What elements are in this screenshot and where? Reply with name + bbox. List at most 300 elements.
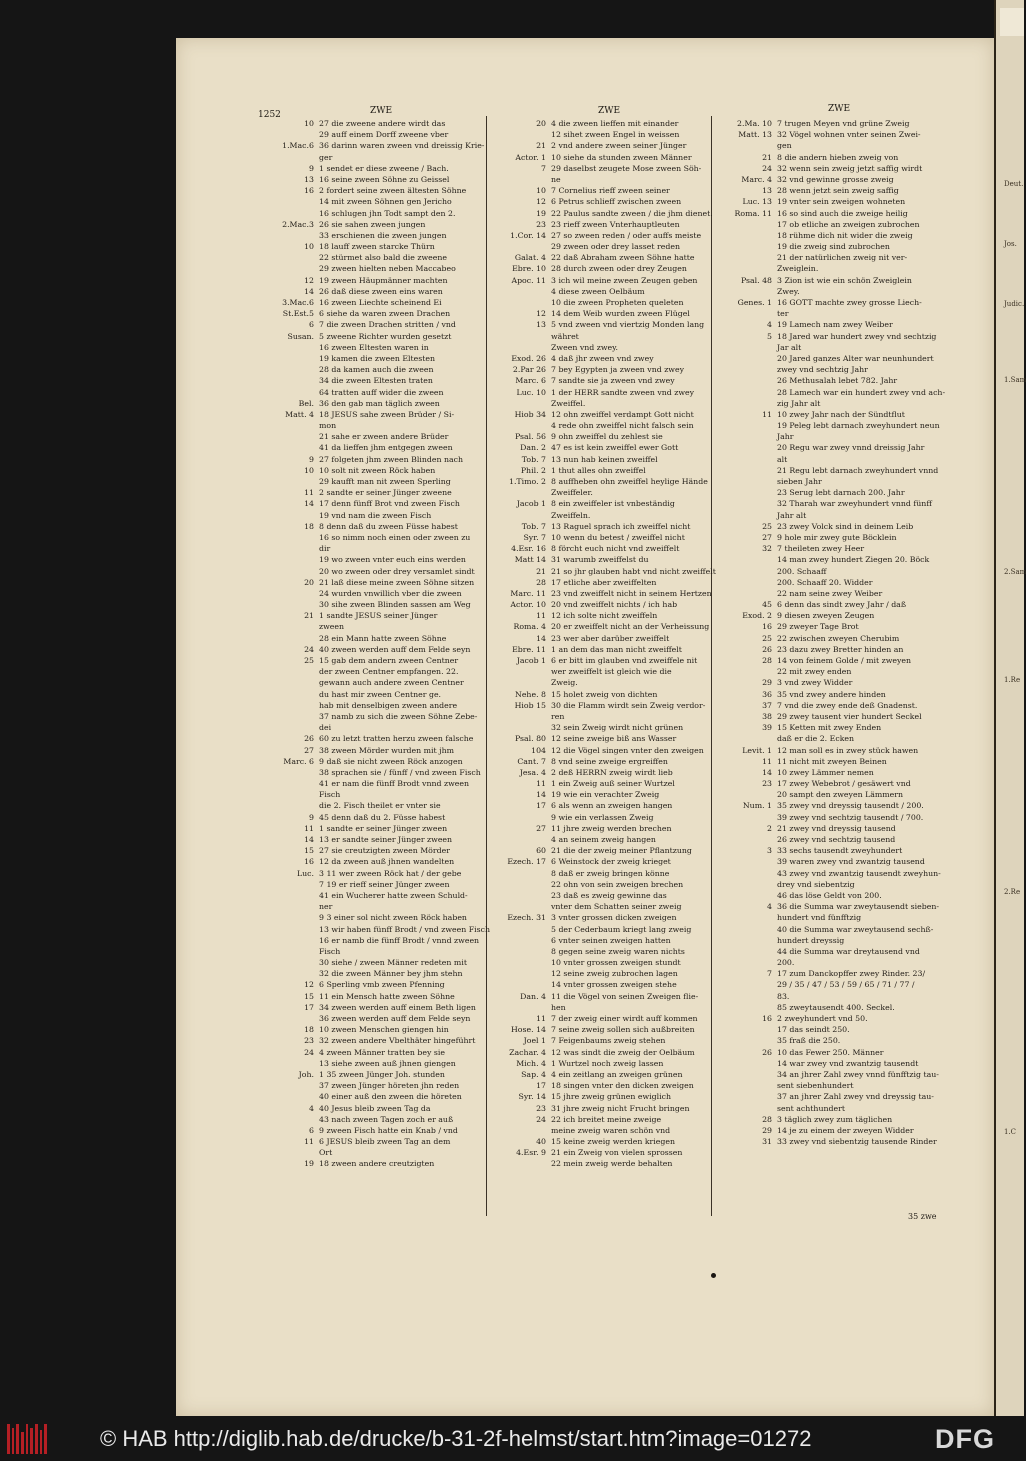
bible-reference: Hose. 14 bbox=[511, 1025, 546, 1035]
bible-reference bbox=[488, 924, 548, 935]
concordance-entry bbox=[714, 845, 946, 856]
bible-reference: 38 bbox=[762, 711, 772, 721]
bible-reference: 6 bbox=[309, 1125, 314, 1135]
bible-reference bbox=[714, 1069, 774, 1080]
concordance-entry bbox=[714, 812, 946, 823]
entry-text: 28 durch zween oder drey Zeugen bbox=[551, 264, 687, 274]
concordance-entry bbox=[256, 431, 486, 442]
concordance-entry bbox=[488, 800, 712, 811]
entry-text: 16 so nimm noch einen oder zween zu bbox=[319, 532, 471, 542]
entry-text: 10 zween Menschen giengen hin bbox=[319, 1025, 449, 1035]
bible-reference bbox=[256, 711, 316, 722]
entry-text: Jahr alt bbox=[777, 510, 807, 520]
bible-reference: 12 bbox=[536, 309, 546, 319]
entry-text: 21 der natürlichen zweig nit ver- bbox=[777, 253, 908, 263]
concordance-entry bbox=[488, 1024, 712, 1035]
concordance-entry bbox=[714, 230, 946, 241]
concordance-entry bbox=[256, 331, 486, 342]
entry-text: 9 ohn zweiffel du zehlest sie bbox=[551, 432, 663, 442]
entry-text: hundert vnd fünfftzig bbox=[777, 913, 862, 923]
entry-text: 27 die zweene andere wirdt das bbox=[319, 119, 446, 128]
concordance-entry bbox=[256, 230, 486, 241]
concordance-entry bbox=[488, 1058, 712, 1069]
bible-reference bbox=[256, 588, 316, 599]
entry-text: 16 zween Liechte scheinend Ei bbox=[319, 298, 442, 307]
bible-reference bbox=[714, 454, 774, 465]
entry-text: 20 er zweiffelt nicht an der Verheissung bbox=[551, 622, 710, 632]
entry-text: 21 ein Zweig von vielen sprossen bbox=[551, 1148, 683, 1158]
bible-reference bbox=[256, 633, 316, 644]
bible-reference bbox=[714, 1103, 774, 1114]
entry-text: Zweiffeln. bbox=[551, 510, 591, 520]
bible-reference: 11 bbox=[536, 779, 546, 789]
concordance-entry bbox=[256, 633, 486, 644]
entry-text: 15 jhre zweig grünen ewiglich bbox=[551, 1092, 672, 1102]
entry-text: 29 zween hielten neben Maccabeo bbox=[319, 264, 456, 274]
bible-reference bbox=[714, 375, 774, 386]
entry-text: 31 warumb zweiffelst du bbox=[551, 555, 649, 565]
entry-text: 32 Tharah war zweyhundert vnnd fünff bbox=[777, 499, 932, 509]
concordance-entry bbox=[714, 275, 946, 286]
bible-reference bbox=[714, 946, 774, 957]
source-url-link[interactable]: © HAB http://diglib.hab.de/drucke/b-31-2f-helmst/start.htm?image=01272 bbox=[100, 1426, 812, 1451]
bible-reference bbox=[488, 297, 548, 308]
bible-reference: 10 bbox=[304, 242, 314, 252]
entry-text: 22 Paulus sandte zween / die jhm dienet. bbox=[551, 208, 713, 218]
bible-reference: Jacob 1 bbox=[516, 499, 546, 509]
concordance-entry bbox=[714, 331, 946, 342]
concordance-entry bbox=[488, 487, 712, 498]
entry-text: 19 wo zween vnter euch eins werden bbox=[319, 555, 466, 565]
entry-text: 33 zwey vnd siebentzig tausende Rinder bbox=[777, 1137, 937, 1147]
concordance-entry bbox=[256, 152, 486, 163]
entry-text: 22 zwischen zweyen Cherubim bbox=[777, 633, 900, 643]
concordance-entry bbox=[488, 275, 712, 286]
concordance-entry bbox=[256, 845, 486, 856]
dfg-logo: DFG bbox=[935, 1424, 995, 1454]
concordance-entry bbox=[488, 1002, 712, 1013]
column-header: ZWE bbox=[370, 106, 393, 116]
entry-text: 7 trugen Meyen vnd grüne Zweig bbox=[777, 119, 910, 128]
entry-text: 3 ich wil meine zween Zeugen geben bbox=[551, 275, 698, 285]
bible-reference bbox=[714, 789, 774, 800]
concordance-entry bbox=[714, 1024, 946, 1035]
concordance-entry bbox=[256, 118, 486, 129]
entry-text: 4 rede ohn zweiffel nicht falsch sein bbox=[551, 421, 694, 431]
concordance-entry bbox=[256, 275, 486, 286]
bible-reference bbox=[714, 588, 774, 599]
concordance-entry bbox=[488, 342, 712, 353]
concordance-entry bbox=[714, 935, 946, 946]
bible-reference: Syr. 7 bbox=[523, 532, 546, 542]
bible-reference: 4.Esr. 9 bbox=[516, 1148, 546, 1158]
concordance-entry bbox=[256, 241, 486, 252]
bible-reference bbox=[256, 152, 316, 163]
entry-text: 11 ein Mensch hatte zween Söhne bbox=[319, 991, 455, 1001]
concordance-entry bbox=[256, 834, 486, 845]
entry-text: 1 Wurtzel noch zweig lassen bbox=[551, 1058, 664, 1068]
concordance-entry bbox=[488, 498, 712, 509]
concordance-entry bbox=[488, 263, 712, 274]
concordance-entry bbox=[488, 666, 712, 677]
entry-text: hab mit denselbigen zween andere bbox=[319, 700, 458, 710]
entry-text: 18 rühme dich nit wider die zweig bbox=[777, 230, 913, 240]
bible-reference bbox=[488, 666, 548, 677]
concordance-entry bbox=[488, 442, 712, 453]
entry-text: 11 die Vögel von seinen Zweigen flie- bbox=[551, 991, 699, 1001]
concordance-entry bbox=[714, 1136, 946, 1147]
concordance-entry bbox=[256, 465, 486, 476]
bible-reference: 16 bbox=[304, 857, 314, 867]
entry-text: 16 GOTT machte zwey grosse Liech- bbox=[777, 298, 922, 307]
entry-text: ter bbox=[777, 309, 789, 319]
concordance-entry bbox=[714, 476, 946, 487]
bible-reference bbox=[714, 510, 774, 521]
concordance-entry bbox=[714, 722, 946, 733]
entry-text: 11 nicht mit zweyen Beinen bbox=[777, 756, 887, 766]
concordance-entry bbox=[714, 901, 946, 912]
concordance-entry bbox=[488, 174, 712, 185]
concordance-entry bbox=[488, 935, 712, 946]
bible-reference bbox=[256, 442, 316, 453]
entry-text: 26 daß diese zween eins waren bbox=[319, 286, 443, 296]
column-rule bbox=[486, 116, 487, 1216]
concordance-entry bbox=[256, 968, 486, 979]
entry-text: 35 vnd zwey andere hinden bbox=[777, 689, 886, 699]
page-mark-dot bbox=[711, 1273, 716, 1278]
edge-word: Judic. bbox=[1004, 300, 1025, 308]
bible-reference bbox=[714, 252, 774, 263]
bible-reference bbox=[488, 879, 548, 890]
bible-reference bbox=[488, 979, 548, 990]
concordance-entry bbox=[714, 979, 946, 990]
entry-text: 12 ohn zweiffel verdampt Gott nicht bbox=[551, 409, 694, 419]
entry-text: 17 denn fünff Brot vnd zween Fisch bbox=[319, 499, 460, 509]
entry-text: 13 wir haben fünff Brodt / vnd zween Fisch bbox=[319, 924, 491, 934]
bible-reference: 23 bbox=[536, 1103, 546, 1113]
entry-text: 3 vnter grossen dicken zweigen bbox=[551, 913, 677, 923]
bible-reference bbox=[488, 834, 548, 845]
concordance-entry bbox=[714, 1069, 946, 1080]
bible-reference: 17 bbox=[536, 1081, 546, 1091]
bible-reference: Roma. 4 bbox=[513, 622, 546, 632]
entry-text: 23 rieff zween Vnterhauptleuten bbox=[551, 219, 680, 229]
bible-reference: 4 bbox=[309, 1103, 314, 1113]
entry-text: 7 theileten zwey Heer bbox=[777, 544, 865, 554]
bible-reference bbox=[714, 856, 774, 867]
concordance-entry bbox=[714, 868, 946, 879]
bible-reference: 28 bbox=[762, 1114, 772, 1124]
concordance-entry bbox=[488, 1125, 712, 1136]
concordance-entry bbox=[488, 454, 712, 465]
bible-reference bbox=[256, 890, 316, 901]
concordance-entry bbox=[256, 924, 491, 935]
entry-text: 2 vnd andere zween seiner Jünger bbox=[551, 141, 687, 151]
bible-reference: 15 bbox=[304, 991, 314, 1001]
concordance-column-2 bbox=[488, 118, 716, 1216]
concordance-entry bbox=[488, 1069, 712, 1080]
concordance-entry bbox=[488, 733, 712, 744]
bible-reference: 21 bbox=[762, 152, 772, 162]
entry-text: 46 das löse Geldt von 200. bbox=[777, 890, 882, 900]
concordance-entry bbox=[488, 991, 712, 1002]
concordance-entry bbox=[714, 174, 946, 185]
bible-reference bbox=[488, 1125, 548, 1136]
bible-reference bbox=[256, 666, 316, 677]
concordance-entry bbox=[714, 610, 946, 621]
concordance-entry bbox=[256, 140, 486, 151]
concordance-entry bbox=[488, 588, 712, 599]
entry-text: Zwey. bbox=[777, 286, 800, 296]
concordance-entry bbox=[488, 476, 712, 487]
concordance-entry bbox=[714, 521, 946, 532]
bible-reference bbox=[256, 263, 316, 274]
bible-reference bbox=[256, 599, 316, 610]
bible-reference bbox=[488, 968, 548, 979]
concordance-entry bbox=[256, 1069, 486, 1080]
concordance-entry bbox=[256, 1058, 486, 1069]
bible-reference bbox=[714, 487, 774, 498]
edge-word: 2.Sam bbox=[1004, 568, 1026, 576]
bible-reference bbox=[256, 879, 316, 890]
concordance-entry bbox=[714, 442, 946, 453]
entry-text: 14 man zwey hundert Ziegen 20. Böck bbox=[777, 555, 930, 565]
bible-reference bbox=[714, 465, 774, 476]
entry-text: 38 sprachen sie / fünff / vnd zween Fisch bbox=[319, 767, 481, 777]
concordance-entry bbox=[256, 532, 486, 543]
concordance-entry bbox=[256, 655, 486, 666]
bible-reference: 37 bbox=[762, 700, 772, 710]
concordance-entry bbox=[488, 912, 712, 923]
concordance-entry bbox=[488, 946, 712, 957]
concordance-entry bbox=[714, 342, 946, 353]
bible-reference: 24 bbox=[762, 163, 772, 173]
bible-reference bbox=[714, 666, 774, 677]
bible-reference: Susan. bbox=[287, 331, 314, 341]
concordance-entry bbox=[714, 655, 946, 666]
entry-text: 19 Peleg lebt darnach zweyhundert neun bbox=[777, 421, 940, 431]
bible-reference: 14 bbox=[536, 633, 546, 643]
concordance-entry bbox=[714, 957, 946, 968]
entry-text: 21 Regu lebt darnach zweyhundert vnnd bbox=[777, 465, 939, 475]
concordance-entry bbox=[488, 1047, 712, 1058]
bible-reference: 10 bbox=[304, 465, 314, 475]
entry-text: alt bbox=[777, 454, 788, 464]
edge-word: Jos. bbox=[1004, 240, 1017, 248]
entry-text: hen bbox=[551, 1002, 566, 1012]
concordance-entry bbox=[714, 510, 946, 521]
concordance-entry bbox=[256, 1047, 486, 1058]
bible-reference: Marc. 6 bbox=[515, 376, 546, 386]
entry-text: 12 sihet zween Engel in weissen bbox=[551, 130, 680, 140]
concordance-entry bbox=[256, 577, 486, 588]
entry-text: 22 mit zwey enden bbox=[777, 667, 852, 677]
concordance-entry bbox=[714, 241, 946, 252]
concordance-entry bbox=[714, 185, 946, 196]
concordance-entry bbox=[256, 1158, 486, 1169]
concordance-entry bbox=[256, 319, 486, 330]
entry-text: Zweiffel. bbox=[551, 398, 586, 408]
concordance-entry bbox=[256, 129, 486, 140]
entry-text: 23 Serug lebt darnach 200. Jahr bbox=[777, 488, 905, 498]
entry-text: 60 zu letzt tratten herzu zween falsche bbox=[319, 734, 474, 744]
entry-text: 43 nach zween Tagen zoch er auß bbox=[319, 1114, 454, 1124]
concordance-entry bbox=[488, 1114, 712, 1125]
bible-reference bbox=[714, 420, 774, 431]
edge-word: 2.Re bbox=[1004, 888, 1021, 896]
concordance-entry bbox=[488, 924, 712, 935]
concordance-entry bbox=[256, 711, 486, 722]
concordance-entry bbox=[714, 991, 946, 1002]
entry-text: 15 keine zweig werden kriegen bbox=[551, 1137, 676, 1147]
bible-reference: 9 bbox=[309, 454, 314, 464]
bible-reference bbox=[256, 924, 316, 935]
entry-text: 4 zween Männer tratten bey sie bbox=[319, 1047, 445, 1057]
bible-reference bbox=[256, 778, 316, 789]
concordance-entry bbox=[714, 890, 946, 901]
bible-reference bbox=[714, 476, 774, 487]
entry-text: 17 ob etliche an zweigen zubrochen bbox=[777, 219, 920, 229]
concordance-entry bbox=[488, 554, 712, 565]
entry-text: 21 die der zweig meiner Pflantzung bbox=[551, 846, 692, 856]
bible-reference bbox=[488, 1002, 548, 1013]
entry-text: 33 erschienen die zween jungen bbox=[319, 230, 447, 240]
entry-text: 19 die zweig sind zubrochen bbox=[777, 242, 890, 252]
entry-text: 9 wie ein verlassen Zweig bbox=[551, 812, 654, 822]
entry-text: 28 Lamech war ein hundert zwey vnd ach- bbox=[777, 387, 946, 397]
entry-text: 9 diesen zweyen Zeugen bbox=[777, 611, 875, 621]
entry-text: 20 Jared ganzes Alter war neunhundert bbox=[777, 353, 934, 363]
bible-reference bbox=[488, 722, 548, 733]
concordance-entry bbox=[256, 442, 486, 453]
bible-reference: Genes. 1 bbox=[737, 298, 772, 307]
entry-text: 23 wer aber darüber zweiffelt bbox=[551, 633, 670, 643]
concordance-entry bbox=[256, 308, 486, 319]
concordance-entry bbox=[714, 677, 946, 688]
concordance-entry bbox=[488, 812, 712, 823]
concordance-entry bbox=[714, 711, 946, 722]
bible-reference: Marc. 4 bbox=[741, 174, 772, 184]
concordance-entry bbox=[488, 979, 712, 990]
entry-text: 47 es ist kein zweiffel ewer Gott bbox=[551, 443, 679, 453]
bible-reference: 21 bbox=[536, 141, 546, 151]
entry-text: 43 zwey vnd zwantzig tausendt zweyhun- bbox=[777, 868, 941, 878]
bible-reference bbox=[488, 487, 548, 498]
bible-reference: Jesa. 4 bbox=[519, 767, 546, 777]
entry-text: Jahr bbox=[777, 432, 794, 442]
entry-text: 21 zwey vnd dreyssig tausend bbox=[777, 823, 896, 833]
entry-text: 6 JESUS bleib zween Tag an dem bbox=[319, 1137, 451, 1147]
bible-reference bbox=[256, 196, 316, 207]
entry-text: 1 an dem das man nicht zweiffelt bbox=[551, 644, 682, 654]
entry-text: 32 sein Zweig wirdt nicht grünen bbox=[551, 723, 684, 733]
entry-text: 44 die Summa war dreytausend vnd bbox=[777, 946, 920, 956]
entry-text: 17 das seindt 250. bbox=[777, 1025, 850, 1035]
entry-text: 21 so jhr glauben habt vnd nicht zweiffelt bbox=[551, 566, 716, 576]
concordance-entry bbox=[488, 185, 712, 196]
entry-text: 14 dem Weib wurden zween Flügel bbox=[551, 309, 690, 319]
bible-reference: 2.Par 26 bbox=[512, 365, 546, 375]
concordance-entry bbox=[714, 778, 946, 789]
entry-text: 12 man soll es in zwey stück hawen bbox=[777, 745, 919, 755]
bible-reference: 1.Timo. 2 bbox=[508, 477, 546, 486]
bible-reference bbox=[714, 868, 774, 879]
entry-text: 22 mein zweig werde behalten bbox=[551, 1159, 673, 1169]
concordance-entry bbox=[256, 1035, 486, 1046]
concordance-entry bbox=[714, 208, 946, 219]
concordance-entry bbox=[488, 196, 712, 207]
entry-text: 34 die zween Eltesten traten bbox=[319, 376, 433, 386]
concordance-entry bbox=[256, 487, 486, 498]
bible-reference: 4.Esr. 16 bbox=[511, 544, 546, 554]
edge-word: 1.Re bbox=[1004, 676, 1021, 684]
bible-reference: Hiob 34 bbox=[514, 409, 546, 419]
concordance-entry bbox=[488, 375, 712, 386]
bible-reference bbox=[714, 566, 774, 577]
entry-text: 85 zweytausendt 400. Seckel. bbox=[777, 1002, 895, 1012]
entry-text: 10 das Fewer 250. Männer bbox=[777, 1047, 884, 1057]
bible-reference: Marc. 11 bbox=[510, 588, 546, 598]
concordance-entry bbox=[488, 308, 712, 319]
concordance-entry bbox=[256, 700, 486, 711]
entry-text: 37 namb zu sich die zween Söhne Zebe- bbox=[319, 711, 478, 721]
bible-reference: 2.Ma. 10 bbox=[737, 119, 772, 128]
bible-reference: 32 bbox=[762, 544, 772, 554]
bible-reference bbox=[256, 129, 316, 140]
concordance-entry bbox=[256, 756, 486, 767]
entry-text: 29 / 35 / 47 / 53 / 59 / 65 / 71 / 77 / bbox=[777, 980, 915, 990]
concordance-entry bbox=[256, 767, 486, 778]
entry-text: 15 holet zweig von dichten bbox=[551, 689, 658, 699]
concordance-entry bbox=[256, 510, 486, 521]
entry-text: 15 gab dem andern zween Centner bbox=[319, 656, 459, 665]
bible-reference: 12 bbox=[536, 197, 546, 207]
entry-text: 4 die zween lieffen mit einander bbox=[551, 119, 679, 128]
bible-reference: 26 bbox=[762, 1047, 772, 1057]
bible-reference bbox=[714, 577, 774, 588]
concordance-entry bbox=[256, 979, 486, 990]
bible-reference bbox=[256, 677, 316, 688]
concordance-entry bbox=[488, 364, 712, 375]
entry-text: 29 auff einem Dorff zweene vber bbox=[319, 130, 449, 140]
bible-reference bbox=[488, 286, 548, 297]
entry-text: 16 so sind auch die zweige heilig bbox=[777, 208, 908, 218]
entry-text: zwey vnd sechtzig Jahr bbox=[777, 365, 868, 375]
bible-reference: 28 bbox=[536, 577, 546, 587]
entry-text: 23 zwey Volck sind in deinem Leib bbox=[777, 521, 914, 531]
bible-reference: 18 bbox=[304, 521, 314, 531]
entry-text: 2 deß HERRN zweig wirdt lieb bbox=[551, 767, 673, 777]
bible-reference bbox=[714, 554, 774, 565]
bible-reference: Hiob 15 bbox=[514, 700, 546, 710]
bible-reference bbox=[714, 241, 774, 252]
concordance-entry bbox=[256, 1136, 486, 1147]
bible-reference bbox=[714, 957, 774, 968]
bible-reference: 9 bbox=[309, 812, 314, 822]
concordance-entry bbox=[256, 1103, 486, 1114]
entry-text: 20 vnd zweiffelt nichts / ich hab bbox=[551, 600, 678, 610]
concordance-entry bbox=[256, 1091, 486, 1102]
bible-reference: Syr. 14 bbox=[518, 1092, 546, 1102]
bible-reference: 13 bbox=[304, 174, 314, 184]
entry-text: ne bbox=[551, 174, 561, 184]
bible-reference bbox=[488, 812, 548, 823]
entry-text: 20 wo zween oder drey versamlet sindt bbox=[319, 566, 475, 576]
bible-reference: Zachar. 4 bbox=[509, 1047, 546, 1057]
bible-reference: Galat. 4 bbox=[514, 253, 546, 263]
entry-text: 7 bey Egypten ja zween vnd zwey bbox=[551, 365, 685, 375]
bible-reference bbox=[488, 342, 548, 353]
